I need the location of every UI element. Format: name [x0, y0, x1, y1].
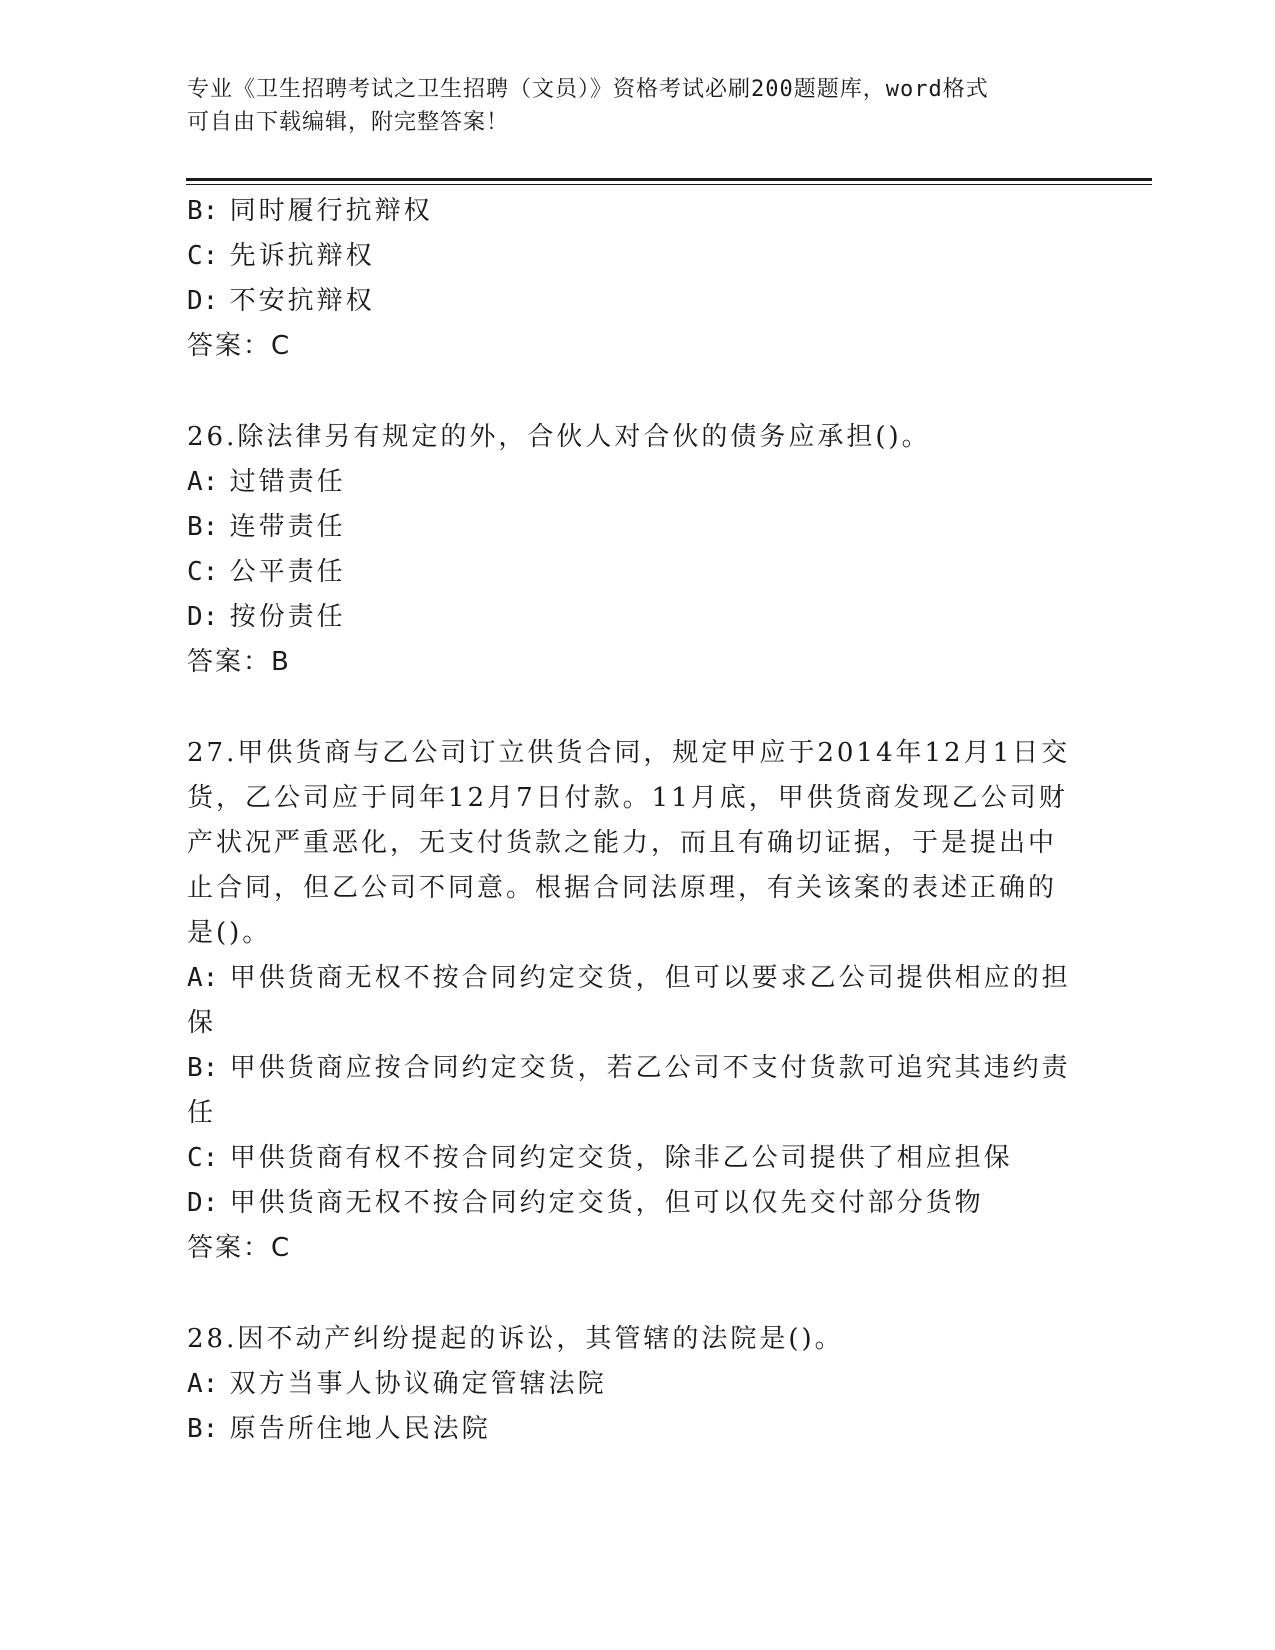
option-letter: D: [187, 1188, 219, 1218]
spacer [187, 1271, 1077, 1317]
document-header [187, 73, 1087, 139]
option-text: 甲供货商应按合同约定交货，若乙公司不支付货款可追究其违约责任 [187, 1053, 1071, 1128]
option-text: 连带责任 [229, 512, 346, 542]
question-26 [187, 415, 1077, 685]
answer-line: 答案：C [187, 1233, 292, 1263]
question-stem: 26.除法律另有规定的外，合伙人对合伙的债务应承担()。 [187, 422, 931, 452]
option-letter: B: [187, 512, 219, 542]
option-letter: B: [187, 1053, 219, 1083]
question-25-tail [187, 189, 1077, 369]
question-28 [187, 1317, 1077, 1452]
option-letter: C: [187, 557, 219, 587]
option-d [187, 279, 1077, 324]
option-letter: C: [187, 1143, 219, 1173]
option-d [187, 1181, 1077, 1226]
option-text: 甲供货商有权不按合同约定交货，除非乙公司提供了相应担保 [229, 1143, 1013, 1173]
header-divider-thick [186, 178, 1152, 181]
question-stem: 28.因不动产纠纷提起的诉讼，其管辖的法院是()。 [187, 1324, 844, 1354]
option-c [187, 1136, 1077, 1181]
option-b [187, 1046, 1077, 1136]
option-letter: A: [187, 1369, 219, 1399]
answer-line: 答案：B [187, 647, 291, 677]
option-text: 甲供货商无权不按合同约定交货，但可以要求乙公司提供相应的担保 [187, 963, 1071, 1038]
option-letter: C: [187, 241, 219, 271]
option-b [187, 505, 1077, 550]
header-line-2: 可自由下载编辑，附完整答案！ [187, 110, 510, 135]
option-text: 不安抗辩权 [229, 286, 375, 316]
question-27 [187, 731, 1077, 1271]
option-letter: A: [187, 467, 219, 497]
option-c [187, 234, 1077, 279]
option-letter: D: [187, 602, 219, 632]
option-letter: D: [187, 286, 219, 316]
option-text: 同时履行抗辩权 [229, 196, 433, 226]
question-content [187, 189, 1077, 1452]
option-b [187, 189, 1077, 234]
option-text: 过错责任 [229, 467, 346, 497]
option-letter: A: [187, 963, 219, 993]
option-a [187, 460, 1077, 505]
option-a [187, 956, 1077, 1046]
option-a [187, 1362, 1077, 1407]
header-divider-thin [186, 184, 1152, 185]
question-stem: 27.甲供货商与乙公司订立供货合同，规定甲应于2014年12月1日交货，乙公司应于同年12月7日付款。11月底，甲供货商发现乙公司财产状况严重恶化，无支付货款之能力，而且有确切证据，于是提出中止合同，但乙公司不同意。根据合同法原理，有关该案的表述正确的是()。 [187, 738, 1071, 948]
spacer [187, 369, 1077, 415]
option-d [187, 595, 1077, 640]
option-text: 公平责任 [229, 557, 346, 587]
answer-line: 答案：C [187, 331, 292, 361]
option-text: 按份责任 [229, 602, 346, 632]
option-text: 双方当事人协议确定管辖法院 [229, 1369, 607, 1399]
header-line-1: 专业《卫生招聘考试之卫生招聘（文员）》资格考试必刷200题题库，word格式 [187, 77, 989, 102]
option-text: 原告所住地人民法院 [229, 1414, 491, 1444]
option-b [187, 1407, 1077, 1452]
option-text: 先诉抗辩权 [229, 241, 375, 271]
option-letter: B: [187, 196, 219, 226]
spacer [187, 685, 1077, 731]
option-c [187, 550, 1077, 595]
option-letter: B: [187, 1414, 219, 1444]
option-text: 甲供货商无权不按合同约定交货，但可以仅先交付部分货物 [229, 1188, 984, 1218]
